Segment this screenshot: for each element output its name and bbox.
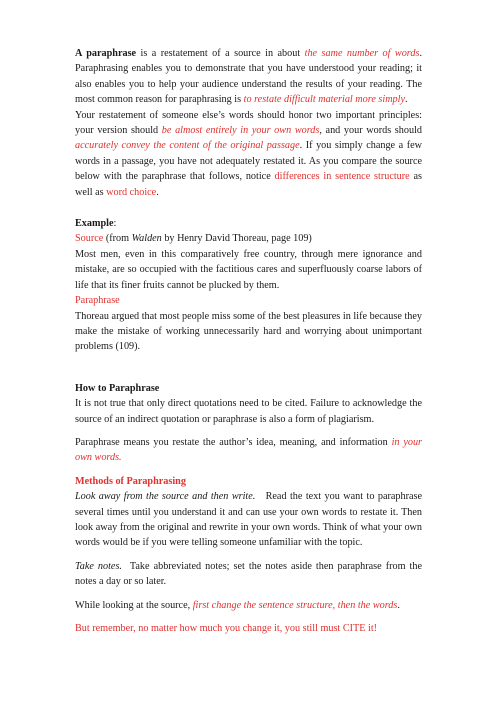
text-run: . Paraphrasing enables you to demonstrate that you have understood your reading; it also enables you to help your audience understand the results of your reading. The most common reason for paraphrasing is: [75, 48, 422, 106]
emphasis-run: accurately convey the content of the original passage: [75, 140, 300, 152]
paraphrase-label: Paraphrase: [75, 295, 120, 307]
cite-reminder: But remember, no matter how much you change it, you still must CITE it!: [75, 623, 378, 634]
emphasis-run: the same number of words: [304, 48, 420, 59]
paraphrase-term: A paraphrase: [75, 48, 137, 59]
text-run: .: [156, 186, 159, 198]
how-to-heading: How to Paraphrase: [75, 382, 160, 394]
text-run: (from: [103, 233, 132, 245]
how-paragraph-1: It is not true that only direct quotations need to be cited. Failure to acknowledge the source of an indirect quotation or paraphrase is also a form of plagiarism.: [75, 398, 422, 425]
text-run: Take abbreviated notes; set the notes aside then paraphrase from the notes a day or so later.: [75, 560, 425, 588]
emphasis-run: differences in sentence structure: [274, 171, 410, 183]
text-run: . If you simply change a few words in a passage, you have not adequately restated it. As you compare the source below with the paraphrase that follows, notice: [75, 140, 422, 183]
colon: :: [113, 218, 117, 230]
text-run: .: [405, 94, 408, 106]
text-run: While looking at the source,: [75, 599, 193, 611]
emphasis-run: be almost entirely in your own words: [161, 125, 320, 137]
text-run: as well as: [75, 171, 422, 198]
source-quote: Most men, even in this comparatively free country, through mere ignorance and mistake, are so occupied with the factitious cares and superfluously coarse labors of life that its finer fruits cannot be plucked by them.: [75, 248, 422, 291]
emphasis-run: to restate difficult material more simply: [243, 94, 406, 106]
book-title: Walden: [131, 233, 162, 245]
intro-paragraph-1: [75, 46, 422, 108]
source-label: Source: [75, 233, 104, 245]
method-1: [75, 489, 425, 551]
intro-paragraph-2: [75, 108, 422, 200]
method-lead: Take notes.: [75, 560, 122, 572]
source-citation: [75, 231, 422, 246]
document-page: [75, 46, 425, 636]
how-paragraph-2: [75, 435, 422, 466]
paraphrase-example: Thoreau argued that most people miss some of the best pleasures in life because they make the mistake of working unnecessarily hard and worrying about unimportant problems (109).: [75, 310, 422, 353]
text-run: is a restatement of a source in about: [136, 48, 305, 59]
example-heading: [75, 216, 422, 231]
text-run: , and your words should: [319, 125, 422, 137]
text-run: .: [397, 599, 400, 611]
method-3: [75, 598, 422, 613]
method-2: [75, 559, 425, 590]
emphasis-run: first change the sentence structure, then the words: [192, 599, 398, 611]
example-heading-text: Example: [75, 218, 114, 230]
methods-heading: Methods of Paraphrasing: [75, 475, 186, 487]
emphasis-run: word choice: [106, 186, 157, 198]
method-lead: Look away from the source and then write.: [75, 491, 256, 503]
text-run: Read the text you want to paraphrase several times until you understand it and can use your own words to restate it. Then look away from the original and rewrite in your own words. Think of what your own words would be if you were telling someone unfamiliar with the topic.: [75, 491, 425, 549]
text-run: Your restatement of someone else’s words should honor two important principles: your version should: [75, 109, 422, 137]
emphasis-run: in your own words.: [75, 436, 422, 464]
text-run: Paraphrase means you restate the author’s idea, meaning, and information: [75, 436, 392, 448]
text-run: by Henry David Thoreau, page 109): [161, 233, 312, 245]
